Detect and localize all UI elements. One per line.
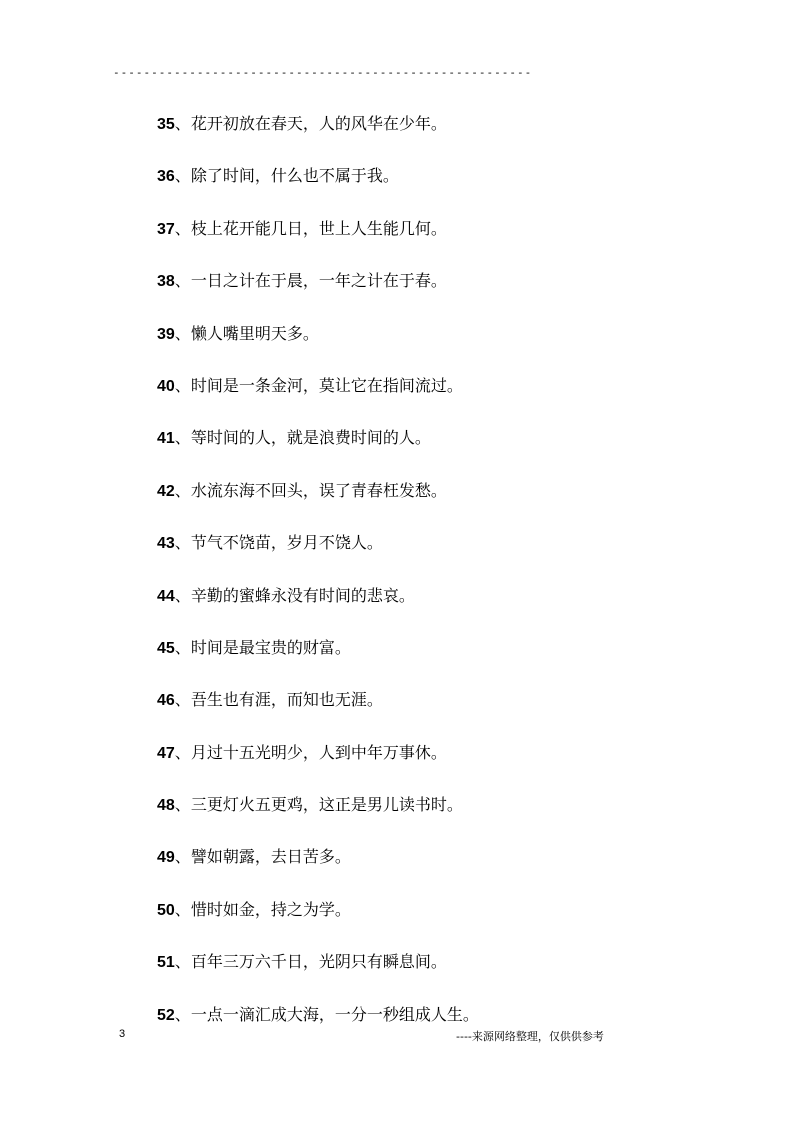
item-text: 时间是一条金河，莫让它在指间流过。 xyxy=(190,375,463,395)
item-text: 花开初放在春天，人的风华在少年。 xyxy=(190,114,447,133)
item-separator: 、 xyxy=(174,742,191,762)
list-item xyxy=(157,263,479,315)
item-separator: 、 xyxy=(174,271,191,291)
item-separator: 、 xyxy=(174,585,191,605)
item-separator: 、 xyxy=(174,428,191,448)
header-dashed-rule: ------------------------------------------------------- xyxy=(113,66,533,79)
list-item xyxy=(157,211,479,263)
list-item xyxy=(157,997,479,1049)
item-separator: 、 xyxy=(174,323,191,343)
item-number: 46 xyxy=(157,692,175,710)
item-number: 50 xyxy=(157,901,175,919)
item-separator: 、 xyxy=(174,847,191,867)
item-number: 41 xyxy=(157,430,175,448)
item-number: 40 xyxy=(157,377,175,395)
item-separator: 、 xyxy=(174,899,191,919)
item-separator: 、 xyxy=(174,637,191,657)
item-number: 48 xyxy=(157,797,175,815)
item-text: 等时间的人，就是浪费时间的人。 xyxy=(190,428,431,448)
list-item xyxy=(157,787,479,839)
list-item xyxy=(157,368,479,420)
item-separator: 、 xyxy=(174,1004,191,1024)
list-item xyxy=(157,578,479,630)
item-number: 35 xyxy=(157,116,175,133)
list-item xyxy=(157,106,479,158)
item-text: 辛勤的蜜蜂永没有时间的悲哀。 xyxy=(190,585,415,605)
item-number: 49 xyxy=(157,849,175,867)
item-text: 时间是最宝贵的财富。 xyxy=(190,637,351,657)
list-item xyxy=(157,420,479,472)
item-separator: 、 xyxy=(174,218,191,238)
quote-list xyxy=(157,106,479,1049)
item-separator: 、 xyxy=(174,480,191,500)
item-number: 39 xyxy=(157,325,175,343)
list-item xyxy=(157,944,479,996)
item-text: 一日之计在于晨，一年之计在于春。 xyxy=(190,271,447,291)
item-text: 百年三万六千日，光阴只有瞬息间。 xyxy=(190,952,447,972)
item-text: 节气不饶苗，岁月不饶人。 xyxy=(190,533,383,553)
list-item xyxy=(157,473,479,525)
item-text: 水流东海不回头，误了青春枉发愁。 xyxy=(190,480,447,500)
item-text: 月过十五光明少，人到中年万事休。 xyxy=(190,742,447,762)
item-text: 三更灯火五更鸡，这正是男儿读书时。 xyxy=(190,795,463,815)
item-separator: 、 xyxy=(174,952,191,972)
list-item xyxy=(157,839,479,891)
item-text: 吾生也有涯，而知也无涯。 xyxy=(190,690,383,710)
list-item xyxy=(157,525,479,577)
item-separator: 、 xyxy=(174,114,191,133)
list-item xyxy=(157,630,479,682)
item-text: 枝上花开能几日，世上人生能几何。 xyxy=(190,218,447,238)
item-text: 除了时间，什么也不属于我。 xyxy=(190,166,399,186)
item-text: 惜时如金，持之为学。 xyxy=(190,899,351,919)
list-item xyxy=(157,892,479,944)
item-number: 36 xyxy=(157,168,175,186)
footer-source-note: ----来源网络整理，仅供供参考 xyxy=(456,1030,604,1043)
item-number: 42 xyxy=(157,482,175,500)
item-number: 52 xyxy=(157,1006,175,1024)
item-number: 51 xyxy=(157,954,175,972)
item-number: 47 xyxy=(157,744,175,762)
list-item xyxy=(157,316,479,368)
item-separator: 、 xyxy=(174,533,191,553)
page-number: 3 xyxy=(119,1028,126,1040)
item-number: 45 xyxy=(157,639,175,657)
list-item xyxy=(157,682,479,734)
item-number: 44 xyxy=(157,587,175,605)
item-number: 43 xyxy=(157,535,175,553)
list-item xyxy=(157,735,479,787)
item-number: 37 xyxy=(157,220,175,238)
item-text: 懒人嘴里明天多。 xyxy=(190,323,319,343)
item-text: 譬如朝露，去日苦多。 xyxy=(190,847,351,867)
item-number: 38 xyxy=(157,273,175,291)
list-item xyxy=(157,158,479,210)
item-separator: 、 xyxy=(174,375,191,395)
item-separator: 、 xyxy=(174,166,191,186)
item-separator: 、 xyxy=(174,795,191,815)
item-text: 一点一滴汇成大海，一分一秒组成人生。 xyxy=(190,1004,479,1024)
item-separator: 、 xyxy=(174,690,191,710)
